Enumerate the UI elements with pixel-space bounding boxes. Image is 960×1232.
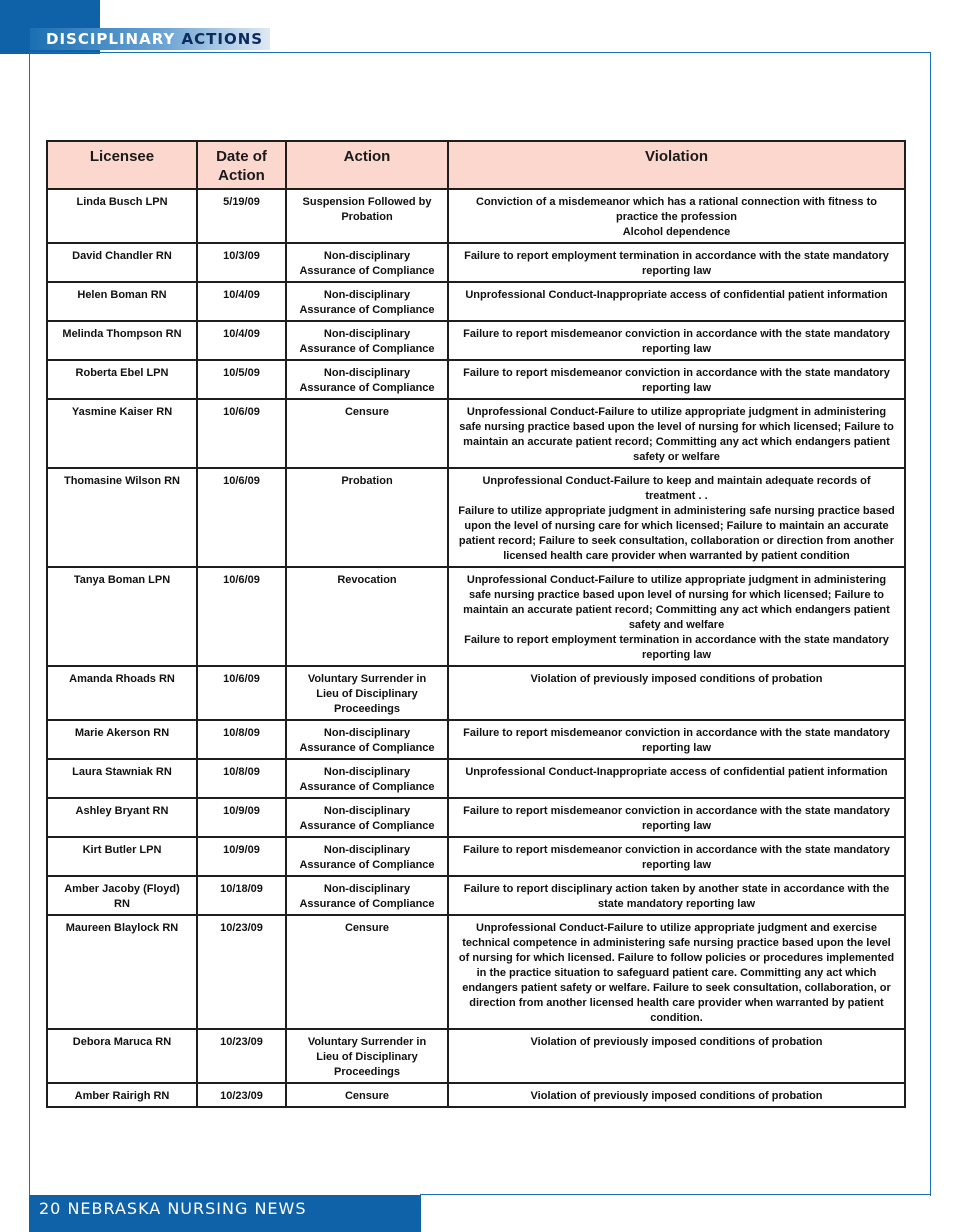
cell-date: 10/3/09	[197, 243, 286, 282]
cell-licensee: Amanda Rhoads RN	[47, 666, 197, 720]
footer-rule	[420, 1194, 931, 1195]
cell-licensee: Ashley Bryant RN	[47, 798, 197, 837]
table-row	[47, 468, 905, 567]
table-row	[47, 360, 905, 399]
cell-licensee: Roberta Ebel LPN	[47, 360, 197, 399]
cell-licensee: Marie Akerson RN	[47, 720, 197, 759]
cell-licensee: Laura Stawniak RN	[47, 759, 197, 798]
cell-date: 10/4/09	[197, 282, 286, 321]
cell-date: 10/23/09	[197, 1029, 286, 1083]
cell-violation: Unprofessional Conduct-Inappropriate access of confidential patient information	[448, 282, 905, 321]
cell-date: 5/19/09	[197, 189, 286, 243]
cell-licensee: Amber Rairigh RN	[47, 1083, 197, 1107]
cell-action: Non-disciplinary Assurance of Compliance	[286, 759, 448, 798]
column-header-violation: Violation	[448, 141, 905, 189]
cell-licensee: Linda Busch LPN	[47, 189, 197, 243]
cell-violation: Unprofessional Conduct-Failure to utilize appropriate judgment in administering safe nursing practice based upon the level of nursing for which licensed; Failure to maintain an accurate patient record; Committing any act which endangers patient safety or welfare	[448, 399, 905, 468]
cell-action: Non-disciplinary Assurance of Compliance	[286, 321, 448, 360]
cell-date: 10/23/09	[197, 1083, 286, 1107]
table-row	[47, 282, 905, 321]
cell-licensee: Helen Boman RN	[47, 282, 197, 321]
cell-action: Probation	[286, 468, 448, 567]
cell-date: 10/9/09	[197, 837, 286, 876]
cell-action: Censure	[286, 915, 448, 1029]
table-row	[47, 1083, 905, 1107]
cell-action: Censure	[286, 1083, 448, 1107]
cell-date: 10/6/09	[197, 468, 286, 567]
cell-violation: Failure to report disciplinary action taken by another state in accordance with the state mandatory reporting law	[448, 876, 905, 915]
table-row	[47, 666, 905, 720]
cell-licensee: Tanya Boman LPN	[47, 567, 197, 666]
table-row	[47, 798, 905, 837]
column-header-licensee: Licensee	[47, 141, 197, 189]
cell-violation: Unprofessional Conduct-Failure to keep and maintain adequate records of treatment . . Failure to utilize appropriate judgment in administering safe nursing practice based upon the level of nursing care for which licensed; Failure to maintain an accurate patient record; Failure to seek consultation, collaboration or direction from another licensed health care provider when warranted by patient condition	[448, 468, 905, 567]
footer-page-label: 20 NEBRASKA NURSING NEWS	[39, 1199, 307, 1218]
cell-licensee: David Chandler RN	[47, 243, 197, 282]
table-row	[47, 720, 905, 759]
section-title-accent: ACTIONS	[181, 30, 264, 48]
disciplinary-actions-table	[46, 140, 906, 1108]
cell-date: 10/6/09	[197, 567, 286, 666]
table-header	[47, 141, 905, 189]
section-title-main: DISCIPLINARY	[46, 30, 182, 48]
cell-action: Non-disciplinary Assurance of Compliance	[286, 720, 448, 759]
cell-violation: Failure to report misdemeanor conviction in accordance with the state mandatory reporting law	[448, 837, 905, 876]
cell-violation: Failure to report misdemeanor conviction in accordance with the state mandatory reporting law	[448, 798, 905, 837]
cell-date: 10/8/09	[197, 720, 286, 759]
table-row	[47, 321, 905, 360]
section-title	[46, 30, 263, 48]
cell-action: Suspension Followed by Probation	[286, 189, 448, 243]
cell-violation: Failure to report misdemeanor conviction in accordance with the state mandatory reporting law	[448, 720, 905, 759]
cell-violation: Unprofessional Conduct-Failure to utilize appropriate judgment in administering safe nursing practice based upon level of nursing for which licensed; Failure to maintain an accurate patient record; Committing any act which endangers patient safety and welfare Failure to report employment termination in accordance with the state mandatory reporting law	[448, 567, 905, 666]
table-row	[47, 243, 905, 282]
cell-action: Revocation	[286, 567, 448, 666]
cell-violation: Failure to report misdemeanor conviction in accordance with the state mandatory reporting law	[448, 321, 905, 360]
cell-licensee: Maureen Blaylock RN	[47, 915, 197, 1029]
table-row	[47, 399, 905, 468]
cell-licensee: Yasmine Kaiser RN	[47, 399, 197, 468]
table-row	[47, 189, 905, 243]
column-header-date: Date of Action	[197, 141, 286, 189]
cell-action: Non-disciplinary Assurance of Compliance	[286, 360, 448, 399]
cell-violation: Violation of previously imposed conditions of probation	[448, 666, 905, 720]
table-body	[47, 189, 905, 1107]
cell-violation: Violation of previously imposed conditions of probation	[448, 1083, 905, 1107]
cell-date: 10/9/09	[197, 798, 286, 837]
cell-licensee: Melinda Thompson RN	[47, 321, 197, 360]
cell-violation: Conviction of a misdemeanor which has a rational connection with fitness to practice the profession Alcohol dependence	[448, 189, 905, 243]
cell-date: 10/5/09	[197, 360, 286, 399]
cell-date: 10/6/09	[197, 666, 286, 720]
cell-action: Non-disciplinary Assurance of Compliance	[286, 876, 448, 915]
cell-date: 10/4/09	[197, 321, 286, 360]
cell-violation: Failure to report misdemeanor conviction in accordance with the state mandatory reporting law	[448, 360, 905, 399]
cell-licensee: Kirt Butler LPN	[47, 837, 197, 876]
column-header-action: Action	[286, 141, 448, 189]
cell-action: Non-disciplinary Assurance of Compliance	[286, 837, 448, 876]
cell-violation: Violation of previously imposed conditions of probation	[448, 1029, 905, 1083]
table-row	[47, 837, 905, 876]
table-row	[47, 915, 905, 1029]
table-row	[47, 876, 905, 915]
cell-date: 10/18/09	[197, 876, 286, 915]
cell-action: Voluntary Surrender in Lieu of Disciplinary Proceedings	[286, 666, 448, 720]
cell-action: Non-disciplinary Assurance of Compliance	[286, 243, 448, 282]
table-row	[47, 567, 905, 666]
cell-licensee: Thomasine Wilson RN	[47, 468, 197, 567]
cell-violation: Unprofessional Conduct-Inappropriate access of confidential patient information	[448, 759, 905, 798]
cell-action: Non-disciplinary Assurance of Compliance	[286, 798, 448, 837]
header-row	[47, 141, 905, 189]
cell-violation: Failure to report employment termination in accordance with the state mandatory reporting law	[448, 243, 905, 282]
cell-date: 10/8/09	[197, 759, 286, 798]
cell-date: 10/23/09	[197, 915, 286, 1029]
cell-licensee: Amber Jacoby (Floyd) RN	[47, 876, 197, 915]
table-row	[47, 1029, 905, 1083]
cell-date: 10/6/09	[197, 399, 286, 468]
cell-action: Censure	[286, 399, 448, 468]
cell-licensee: Debora Maruca RN	[47, 1029, 197, 1083]
table-row	[47, 759, 905, 798]
cell-violation: Unprofessional Conduct-Failure to utilize appropriate judgment and exercise technical competence in administering safe nursing practice based upon the level of nursing for which licensed. Failure to follow policies or procedures implemented in the practice situation to safeguard patient care. Committing any act which endangers patient safety or welfare. Failure to seek consultation, collaboration, or direction from another licensed health care provider when warranted by patient condition.	[448, 915, 905, 1029]
cell-action: Voluntary Surrender in Lieu of Disciplinary Proceedings	[286, 1029, 448, 1083]
cell-action: Non-disciplinary Assurance of Compliance	[286, 282, 448, 321]
